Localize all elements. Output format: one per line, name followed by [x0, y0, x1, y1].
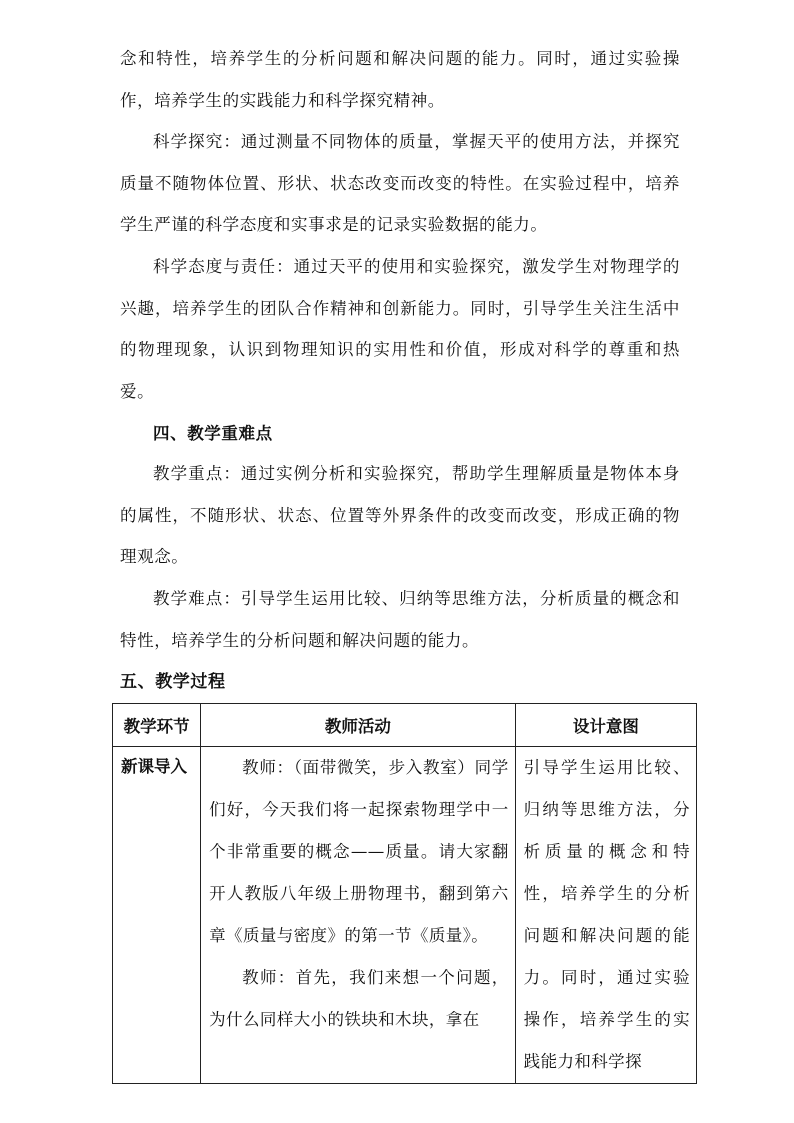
header-design-intent: 设计意图 [515, 704, 696, 747]
teacher-activity-text: 教师：首先，我们来想一个问题，为什么同样大小的铁块和木块，拿在 [209, 968, 509, 1029]
design-intent-text: 引导学生运用比较、归纳等思维方法，分析质量的概念和特性，培养学生的分析问题和解决问题的能力。同时，通过实验操作，培养学生的实践能力和科学探 [523, 758, 690, 1071]
design-intent-cell [515, 747, 696, 1084]
section-heading-key-difficult-points: 四、教学重难点 [153, 424, 273, 443]
key-point-paragraph: 教学重点：通过实例分析和实验探究，帮助学生理解质量是物体本身的属性，不随形状、状态、位置等外界条件的改变而改变，形成正确的物理观念。 [120, 464, 680, 566]
difficult-point-paragraph: 教学难点：引导学生运用比较、归纳等思维方法，分析质量的概念和特性，培养学生的分析问题和解决问题的能力。 [120, 589, 680, 650]
teacher-activity-cell [201, 747, 516, 1084]
table-header-row [113, 704, 697, 747]
teaching-process-table [112, 703, 697, 1084]
table-row [113, 747, 697, 1084]
continuation-paragraph: 念和特性，培养学生的分析问题和解决问题的能力。同时，通过实验操作，培养学生的实践能力和科学探究精神。 [120, 49, 680, 110]
section-heading-teaching-process: 五、教学过程 [120, 672, 226, 692]
header-teacher-activity: 教师活动 [201, 704, 516, 747]
science-attitude-paragraph: 科学态度与责任：通过天平的使用和实验探究，激发学生对物理学的兴趣，培养学生的团队合作精神和创新能力。同时，引导学生关注生活中的物理现象，认识到物理知识的实用性和价值，形成对科学的尊重和热爱。 [120, 257, 680, 401]
stage-cell: 新课导入 [113, 747, 201, 1084]
science-inquiry-paragraph: 科学探究：通过测量不同物体的质量，掌握天平的使用方法，并探究质量不随物体位置、形状、状态改变而改变的特性。在实验过程中，培养学生严谨的科学态度和实事求是的记录实验数据的能力。 [120, 132, 680, 234]
teacher-activity-text: 教师：（面带微笑，步入教室）同学们好，今天我们将一起探索物理学中一个非常重要的概念——质量。请大家翻开人教版八年级上册物理书，翻到第六章《质量与密度》的第一节《质量》。 [209, 758, 509, 945]
header-stage: 教学环节 [113, 704, 201, 747]
